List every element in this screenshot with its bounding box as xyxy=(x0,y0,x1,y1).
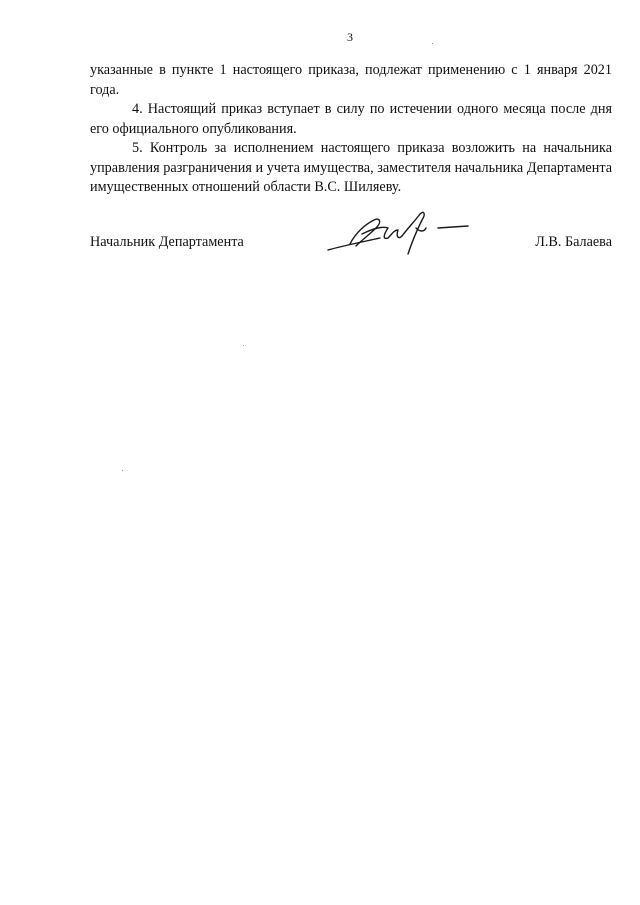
scan-speck xyxy=(432,43,433,44)
paragraph-continuation: указанные в пункте 1 настоящего приказа, подлежат применению с 1 января 2021 года. xyxy=(90,62,612,98)
document-body xyxy=(90,61,612,198)
page-number: 3 xyxy=(347,30,353,44)
signatory-name: Л.В. Балаева xyxy=(535,234,612,250)
paragraph-item-5: 5. Контроль за исполнением настоящего приказа возложить на начальника управления разграничения и учета имущества, заместителя начальника Департамента имущественных отношений области В.С. Шиляеву. xyxy=(90,140,612,195)
scan-speck xyxy=(243,345,244,346)
signatory-title: Начальник Департамента xyxy=(90,234,244,250)
paragraph-item-4: 4. Настоящий приказ вступает в силу по истечении одного месяца после дня его официального опубликования. xyxy=(90,101,612,137)
scan-speck xyxy=(122,470,123,471)
handwritten-signature xyxy=(322,198,472,268)
